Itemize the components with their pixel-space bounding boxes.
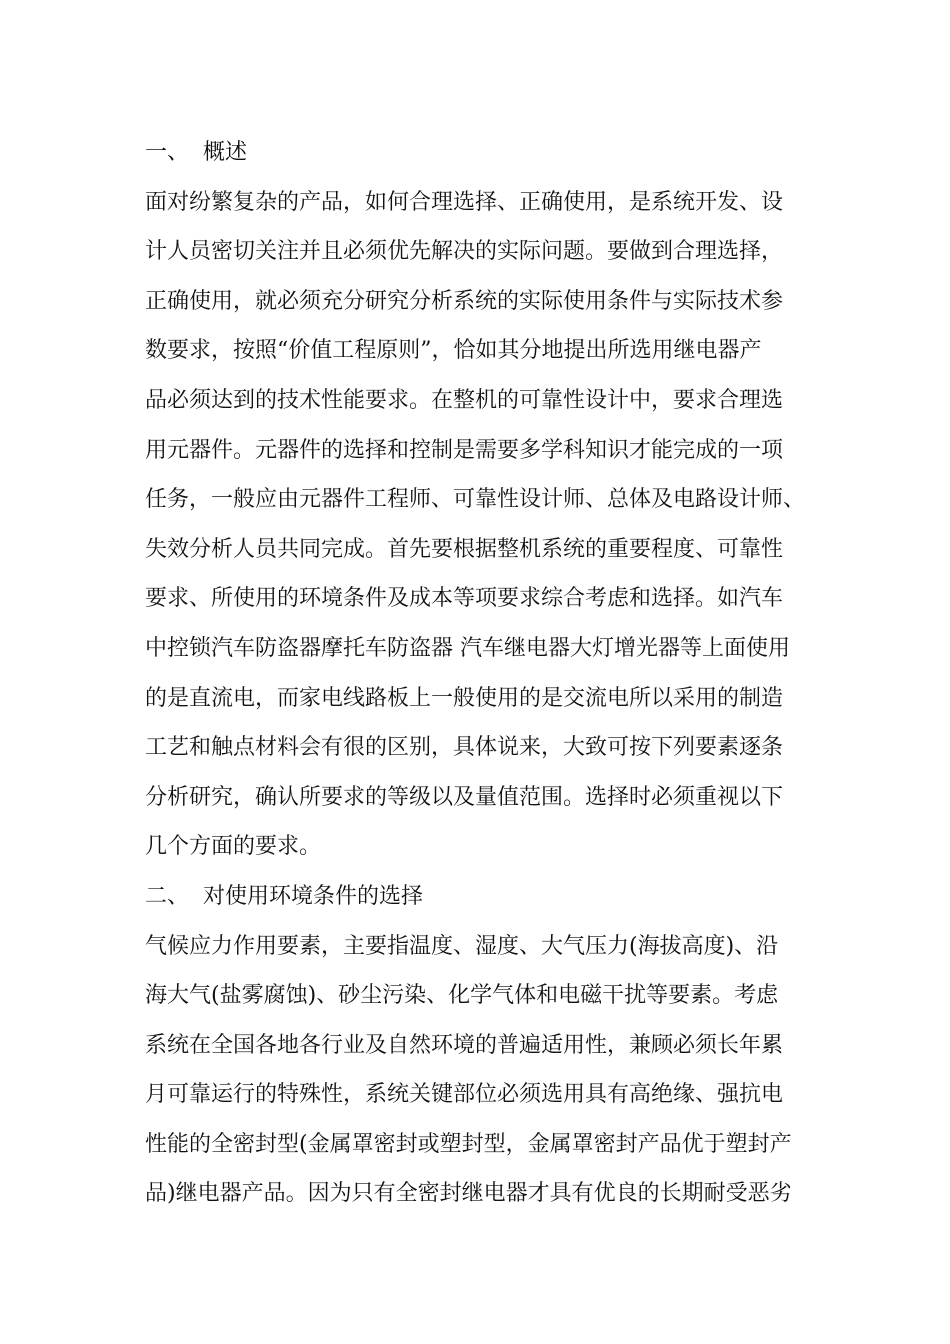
paragraph-line: 工艺和触点材料会有很的区别，具体说来，大致可按下列要素逐条 bbox=[145, 735, 784, 761]
section-heading-overview: 一、 概述 bbox=[145, 140, 247, 165]
section-heading-environment: 二、 对使用环境条件的选择 bbox=[145, 883, 423, 909]
paragraph-line: 月可靠运行的特殊性，系统关键部位必须选用具有高绝缘、强抗电 bbox=[145, 1082, 784, 1108]
paragraph-line: 要求、所使用的环境条件及成本等项要求综合考虑和选择。如汽车 bbox=[145, 586, 784, 612]
section-paragraph-overview bbox=[145, 178, 825, 872]
document-body bbox=[145, 128, 825, 1219]
section-paragraph-environment bbox=[145, 922, 825, 1220]
paragraph-line: 任务，一般应由元器件工程师、可靠性设计师、总体及电路设计师、 bbox=[145, 487, 806, 513]
paragraph-line: 系统在全国各地各行业及自然环境的普遍适用性，兼顾必须长年累 bbox=[145, 1032, 784, 1058]
paragraph-line: 中控锁汽车防盗器摩托车防盗器 汽车继电器大灯增光器等上面使用 bbox=[145, 635, 790, 661]
paragraph-line: 性能的全密封型(金属罩密封或塑封型，金属罩密封产品优于塑封产 bbox=[145, 1131, 792, 1157]
paragraph-line: 的是直流电，而家电线路板上一般使用的是交流电所以采用的制造 bbox=[145, 685, 784, 711]
paragraph-line: 用元器件。元器件的选择和控制是需要多学科知识才能完成的一项 bbox=[145, 437, 784, 463]
paragraph-line: 数要求，按照“价值工程原则”，恰如其分地提出所选用继电器产 bbox=[145, 338, 762, 364]
paragraph-line: 品)继电器产品。因为只有全密封继电器才具有优良的长期耐受恶劣 bbox=[145, 1181, 792, 1207]
paragraph-line: 面对纷繁复杂的产品，如何合理选择、正确使用，是系统开发、设 bbox=[145, 189, 784, 215]
paragraph-line: 计人员密切关注并且必须优先解决的实际问题。要做到合理选择， bbox=[145, 239, 784, 265]
paragraph-line: 几个方面的要求。 bbox=[145, 834, 322, 860]
paragraph-line: 品必须达到的技术性能要求。在整机的可靠性设计中，要求合理选 bbox=[145, 387, 784, 413]
paragraph-line: 海大气(盐雾腐蚀)、砂尘污染、化学气体和电磁干扰等要素。考虑 bbox=[145, 983, 779, 1009]
paragraph-line: 失效分析人员共同完成。首先要根据整机系统的重要程度、可靠性 bbox=[145, 536, 784, 562]
paragraph-line: 正确使用，就必须充分研究分析系统的实际使用条件与实际技术参 bbox=[145, 288, 784, 314]
paragraph-line: 气候应力作用要素，主要指温度、湿度、大气压力(海拔高度)、沿 bbox=[145, 933, 779, 959]
paragraph-line: 分析研究，确认所要求的等级以及量值范围。选择时必须重视以下 bbox=[145, 784, 784, 810]
